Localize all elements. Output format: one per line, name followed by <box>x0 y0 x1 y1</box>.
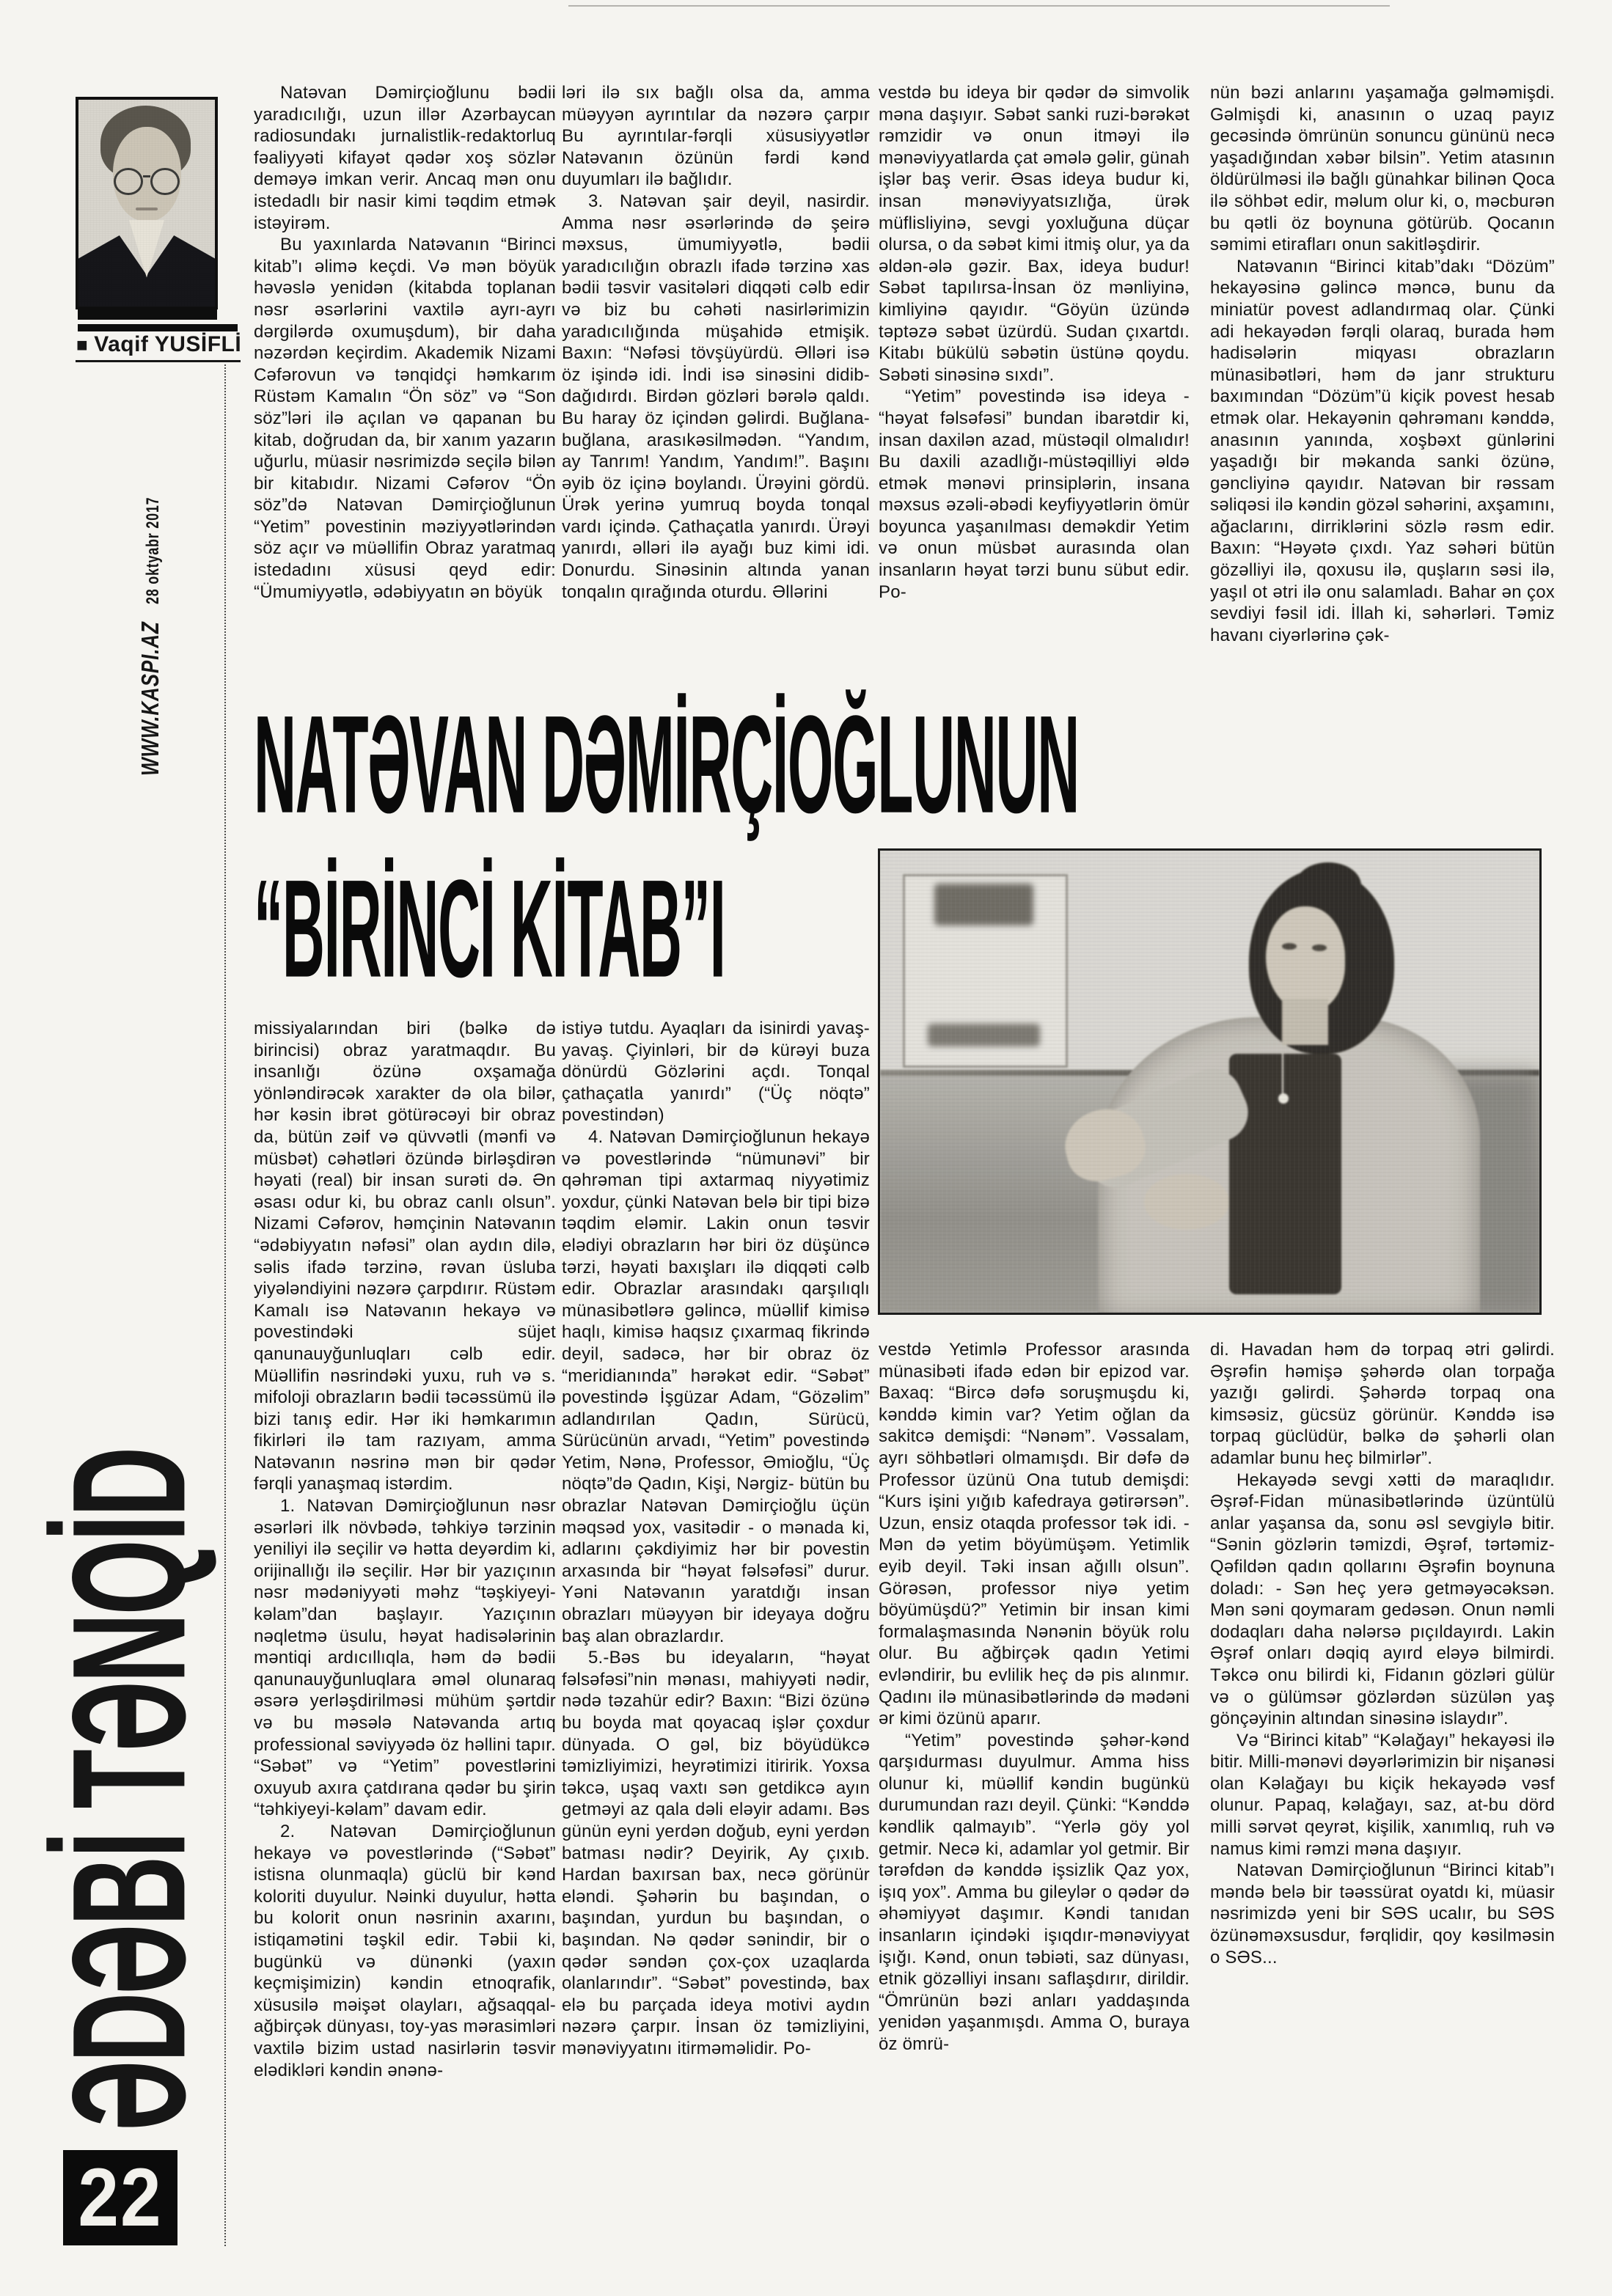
photo-divider-bar-thin <box>78 324 238 331</box>
body-paragraph: ləri ilə sıx bağlı olsa da, amma müəyyən ayrıntılar da nəzərə çarpır Bu ayrıntılar-fərqli xüsusiyyətlər Natəvanın özünün fərdi kənd duyumları ilə bağlıdır. <box>562 83 870 190</box>
photo-divider-bar <box>78 307 217 320</box>
body-paragraph: 1. Natəvan Dəmirçioğlunun nəsr əsərləri ilk növbədə, təhkiyə tərzinin yeniliyi ilə seçilir və hətta deyərdim ki, orijinallığı ilə seçilir. Hər bir yazıçının nəsr mədəniyyəti məhz “təşkiyeyi-kəlam”dan başlayır. Yazıçının nəqletmə üsulu, həyat hadisələrinin məntiqi ardıcıllıqla, həm də bədii qanunauyğunluqlara əməl olunaraq əsərə yerləşdirilməsi mühüm şərtdir və bu məsələ Natəvanda artıq professional səviyyədə öz həllini tapır. “Səbət” və “Yetim” povestlərini oxuyub axıra çatdırana qədər bu şirin “təhkiyeyi-kəlam” davam edir. <box>254 1496 556 1820</box>
body-paragraph: “Yetim” povestində isə ideya - “həyat fəlsəfəsi” bundan ibarətdir ki, insan daxilən azad, müstəqil olmalıdır! Bu daxili azadlığı-müstəqilliyi əldə etmək mənəvi prinsiplərin, insana məxsus əzəli-əbədi keyfiyyətlərin ömür boyunca yaşanılması deməkdir Yetim və onun müsbət aurasında olan insanların həyat tərzi bunu sübut edir. Po- <box>879 386 1190 602</box>
scan-artifact-line <box>568 5 1390 7</box>
body-paragraph: vestdə bu ideya bir qədər də simvolik məna daşıyır. Səbət sanki ruzi-bərəkət rəmzidir və onun itməyi ilə mənəviyyatlarda çat əmələ gəlir, günah işlər baş verir. Əsas ideya budur ki, insan mənəviyyatsızlığa, ürək müflisliyinə, sevgi yoxluğuna düçar olursa, o da səbət kimi itmiş olur, ya da əldən-ələ gəzir. Bax, ideya budur! Səbət tapılırsa-İnsan öz mənliyinə, kimliyinə qayıdır. “Göyün üzündə təptəzə səbət üzürdü. Sudan çıxartdı. Kitabı bükülü səbətin üstünə qoydu. Səbəti sinəsinə sıxdı”. <box>879 83 1190 385</box>
edition-date-vertical: 28 oktyabr 2017 <box>142 496 163 604</box>
body-paragraph: Natəvan Dəmirçioğlunu bədii yaradıcılığı, uzun illər Azərbaycan radiosundakı jurnalistlik-redaktorluq fəaliyyəti kifayət qədər xoş sözlər deməyə imkan verir. Ancaq mən onu istedadlı bir nasir kimi təqdim etmək istəyirəm. <box>254 83 556 233</box>
body-paragraph: missiyalarından biri (bəlkə də birincisi) obraz yaratmaqdır. Bu insanlığı özünə oxşamağa yönləndirəcək xarakter də ola bilər, hər kəsin ibrət götürəcəyi bir obraz da, bütün zəif və qüvvətli (mənfi və müsbət) cəhətləri özündə birləşdirən həyati (real) bir insan surəti də. Ən əsası odur ki, bu obraz canlı olsun”. Nizami Cəfərov, həmçinin Natəvanın “ədəbiyyatın nəfəsi” olan aydın dilə, səlis ifadə tərzinə, rəvan üsluba yiyələndiyini nəzərə çarpdırır. Rüstəm Kamalı isə Natəvanın hekayə və povestindəki süjet qanunauyğunluqları cəlb edir. Müəllifin nəsrindəki yuxu, ruh və s. mifoloji obrazların bədii təcəssümü ilə bizi tanış edir. Hər iki həmkarımın fikirləri ilə tam razıyam, amma Natəvanın nəsrinə mən bir qədər fərqli yanaşmaq istərdim. <box>254 1019 556 1494</box>
page-number: 22 <box>78 2151 163 2244</box>
column-3-bottom <box>879 1339 1190 2254</box>
square-bullet-icon: ■ <box>76 334 89 356</box>
body-paragraph: Hekayədə sevgi xətti də maraqlıdır. Əşrəf-Fidan münasibətlərində üzüntülü anlar yaşansa da, sonu əsl sevgiylə bitir. “Sənin gözlərin təmizdi, Əşrəf, tərtəmiz-Qəfildən qadın qollarını Əşrəfin boynuna doladı: - Sən heç yerə getməyəcəksən. Mən səni qoymaram gedəsən. Onun nəmli dodaqları daha nələrsə pıçıldayırdı. Lakin Əşrəf onları dəqiq ayırd eləyə bilmirdi. Təkcə onu bilirdi ki, Fidanın gözləri gülür və o gülümsər gözlərdən süzülən yaş gönçəyinin altından sinəsinə islaydır”. <box>1210 1470 1555 1729</box>
page-number-badge <box>63 2150 177 2245</box>
section-title-vertical: ƏDƏBİ TƏNQİD <box>39 1448 219 2131</box>
body-paragraph: 3. Natəvan şair deyil, nasirdir. Amma nəsr əsərlərində də şeirə məxsus, ümumiyyətlə, bədii yaradıcılığın obrazlı ifadə tərzinə xas bədii təsvir vasitələri diqqəti cəlb edir və biz bu cəhəti nasirlərimizin yaradıcılığında müşahidə etmişik. Baxın: “Nəfəsi tövşüyürdü. Əlləri isə öz işində idi. İndi isə sinəsini didib-dağıdırdı. Birdən gözləri bərələ qaldı. Bu haray öz içindən gəlirdi. Buğlana-buğlana, arasıkəsilmədən. “Yandım, ay Tanrım! Yandım, Yandım!”. Başını əyib öz içinə boylandı. Ürəyini gördü. Ürək yerinə yumruq boyda tonqal vardı içində. Çathaçatla yanırdı. Ürəyi yanırdı, əlləri ilə ayağı buz kimi idi. Donurdu. Sinəsinin altında yanan tonqalın qırağında oturdu. Əllərini <box>562 191 870 602</box>
body-paragraph: Və “Birinci kitab” “Kəlağayı” hekayəsi ilə bitir. Milli-mənəvi dəyərlərimizin bir nişanəsi olan Kəlağayı bu kiçik hekayədə vəsf olunur. Papaq, kəlağayı, saz, at-bu dörd milli sərvət qeyrət, kişilik, xanımlıq, ruh və namus kimi rəmzi məna daşıyır. <box>1210 1730 1555 1859</box>
body-paragraph: Natəvan Dəmirçioğlunun “Birinci kitab”ı məndə belə bir təəssürat oyatdı ki, müasir nəsrimizdə yeni bir SƏS ucalır, bu SƏS özünəməxsusdur, fərqlidir, qoy kəsilməsin o SƏS... <box>1210 1860 1555 1967</box>
body-paragraph: 2. Natəvan Dəmirçioğlunun hekayə və povestlərində (“Səbət” istisna olunmaqla) güclü bir kənd koloriti duyulur. Nəinki duyulur, hətta bu kolorit onun nəsrinin axarını, istiqamətini təşkil edir. Təbii ki, bugünkü və dünənki (yaxın keçmişimizin) kəndin etnoqrafik, xüsusilə məişət olayları, ağsaqqal-ağbirçək dünyası, toy-yas mərasimləri vaxtilə bizim ustad nasirlərin təsvir elədikləri kəndin ənənə- <box>254 1821 556 2080</box>
column-3-top <box>879 82 1190 678</box>
body-paragraph: 5.-Bəs bu ideyaların, “həyat fəlsəfəsi”nin mənası, mahiyyəti nədir, nədə təzahür edir? Baxın: “Bizi özünə bu boyda mat qoyacaq işlər çoxdur dünyada. O gəl, biz böyüdükcə təmizliyimizi, heyrətimizi itiririk. Yoxsa təkcə, uşaq vaxtı sən getdikcə ayın getməyi az qala dəli eləyir adamı. Bəs günün eyni yerdən doğub, eyni yerdən batması nədir? Deyirik, Ay çıxıb. Hardan baxırsan bax, necə görünür eləndi. Şəhərin bu başından, o başından, yurdun bu başından, o başından. Nə qədər sənindir, bir o qədər səndən çox-çox uzaqlarda olanlarındır”. “Səbət” povestində, bax elə bu parçada ideya motivi aydın nəzərə çarpır. İnsan öz təmizliyini, mənəviyyatını itirməməlidir. Po- <box>562 1648 870 2058</box>
body-paragraph: nün bəzi anlarını yaşamağa gəlməmişdi. Gəlmişdi ki, anasının o uzaq payız gecəsində ömrünün sonuncu gününü necə yaşadığından xəbər bilsin”. Yetim atasının öldürülməsi ilə bağlı günahkar bilinən Qoca ilə söhbət edir, məlum olur ki, o, məcburən bu qətli öz boynuna götürüb. Qocanın səmimi etirafları onun sakitləşdirir. <box>1210 83 1555 255</box>
photo-grain-overlay <box>78 100 215 307</box>
body-paragraph: vestdə Yetimlə Professor arasında münasibəti ifadə edən bir epizod var. Baxaq: “Bircə dəfə soruşmuşdu ki, kənddə kimin var? Yetim oğlan da sakitcə demişdi: “Nənəm”. Vəssalam, ayrı söhbətləri olmamışdı. Bir dəfə də Professor üzünü Ona tutub demişdi: “Kurs işini yığıb kafedraya gətirərsən”. Uzun, ensiz otaqda professor tək idi. - Mən də yetim böyümüşəm. Yetimlik eyib deyil. Təki insan ağıllı olsun”. Görəsən, professor niyə yetim böyümüşdü?” Yetimin bir insan kimi formalaşmasında Nənənin böyük rolu olur. Bu ağbirçək qadın Yetimi evləndirir, bu evlilik heç də pis alınmır. Qadını ilə münasibətlərində də mədəni ər kimi özünü aparır. <box>879 1340 1190 1729</box>
headline-line1: NATƏVAN DƏMİRÇİOĞLUNUN <box>254 686 1079 843</box>
column-1-top <box>254 82 556 698</box>
article-photo <box>878 848 1542 1315</box>
column-4-bottom <box>1210 1339 1555 2209</box>
caption-rule <box>76 360 241 362</box>
column-1-bottom <box>254 1018 556 2200</box>
author-photo <box>76 97 218 309</box>
body-paragraph: di. Havadan həm də torpaq ətri gəlirdi. Əşrəfin həmişə şəhərdə olan torpağa yazığı gəlirdi. Şəhərdə torpaq ona kimsəsiz, gücsüz görünür. Kənddə isə torpaq güclüdür, bəlkə də şəhərli olan adamlar bunu heç bilmirlər”. <box>1210 1340 1555 1468</box>
headline-line2: “BİRİNCİ KİTAB”I <box>254 851 725 1007</box>
body-paragraph: Bu yaxınlarda Natəvanın “Birinci kitab”ı əlimə keçdi. Və mən böyük həvəslə yenidən (kitabda toplanan nəsr əsərlərini vaxtilə ayrı-ayrı dərgilərdə oxumuşdum), bir daha nəzərdən keçirdim. Akademik Nizami Cəfərovun və tənqidçi həmkarım Rüstəm Kamalın “Ön söz” və “Son söz”ləri ilə açılan və qapanan bu kitab, doğrudan da, bir xanım yazarın uğurlu, müasir nəsrimizdə seçilə bilən bir kitabıdır. Nizami Cəfərov “Ön söz”də Natəvan Dəmirçioğlunun “Yetim” povestinin məziyyətlərindən söz açır və müəllifin Obraz yaratmaq istedadını xüsusi qeyd edir: “Ümumiyyətlə, ədəbiyyatın ən böyük <box>254 235 556 602</box>
author-name: Vaqif YUSİFLİ <box>94 332 242 356</box>
body-paragraph: 4. Natəvan Dəmirçioğlunun hekayə və povestlərində “nümunəvi” bir qəhrəman tipi axtarmaq niyyətimiz yoxdur, çünki Natəvan belə bir tipi bizə təqdim eləmir. Lakin onun təsvir elədiyi obrazların hər biri öz düşüncə tərzi, həyati baxışları ilə diqqəti cəlb edir. Obrazlar arasındakı qarşılıqlı münasibətlərə gəlincə, müəllif kimisə haqlı, kimisə haqsız çıxarmaq fikrində deyil, sadəcə, hər bir obraz öz “meridianında” hərəkət edir. “Səbət” povestində İşgüzar Adam, “Gözəlim” adlandırılan Qadın, Sürücü, Sürücünün arvadı, “Yetim” povestində Yetim, Nənə, Professor, Əmioğlu, “Üç nöqtə”də Qadın, Kişi, Nərgiz- bütün bu obrazlar Natəvan Dəmirçioğlu üçün məqsəd yox, vasitədir - o mənada ki, adlarını çəkdiyimiz hər bir povestin arxasında bir “həyat fəlsəfəsi” durur. Yəni Natəvanın yaratdığı insan obrazları müəyyən bir ideyaya doğru baş alan obrazlardır. <box>562 1126 870 1646</box>
body-paragraph: “Yetim” povestində şəhər-kənd qarşıdurması duyulmur. Amma hiss olunur ki, müəllif kəndin bugünkü durumundan razı deyil. Çünki: “Kənddə kəndlik qalmayıb”. “Yerlə göy yol getmir. Necə ki, adamlar yol getmir. Bir tərəfdən də kənddə işsizlik Qaz yox, işıq yox”. Amma bu gileylər o qədər də əhəmiyyət daşımır. Kəndi tanıdan insanların içindəki işıqdır-mənəviyyat işığı. Kənd, onun təbiəti, saz dünyası, etnik gözəlliyi insanı saflaşdırır, dirildir. “Ömrünün bəzi anları yaddaşında yenidən yaşanmışdı. Amma O, buraya öz ömrü- <box>879 1730 1190 2054</box>
column-divider-dotted <box>224 364 226 2246</box>
column-2-bottom <box>562 1018 870 2256</box>
website-vertical: WWW.KASPI.AZ <box>136 621 164 776</box>
photo-grain-overlay <box>880 851 1539 1313</box>
column-4-top <box>1210 82 1555 846</box>
body-paragraph: istiyə tutdu. Ayaqları da isinirdi yavaş-yavaş. Çiyinləri, bir də kürəyi buza dönürdü Gözlərini açdı. Tonqal çathaçatla yanırdı” (“Üç nöqtə” povestindən) <box>562 1019 870 1126</box>
column-2-top <box>562 82 870 698</box>
body-paragraph: Natəvanın “Birinci kitab”dakı “Dözüm” hekayəsinə gəlincə məncə, bunu da miniatür povest adlandırmaq olar. Çünki adi hekayədən fərqli olaraq, burada həm hadisələrin miqyası obrazların münasibətləri, həm də janr strukturu baxımından “Dözüm”ü kiçik povest hesab etmək olar. Hekayənin qəhrəmanı kənddə, anasının yanında, xoşbəxt günlərini yaşadığı bir məkanda sanki özünə, gəncliyinə qayıdır. Natəvan bir rəssam səliqəsi ilə kəndin gözəl səhərini, axşamını, ağaclarını, dirriklərini sözlə rəsm edir. Baxın: “Həyətə çıxdı. Yaz səhəri bütün gözəlliyi ilə, qoxusu ilə, quşların səsi ilə, yaşıl ot ətri ilə onu salamladı. Bahar ən çox sevdiyi fəsil idi. İllah ki, səhərləri. Təmiz havanı ciyərlərinə çək- <box>1210 256 1555 645</box>
author-caption <box>76 332 252 357</box>
